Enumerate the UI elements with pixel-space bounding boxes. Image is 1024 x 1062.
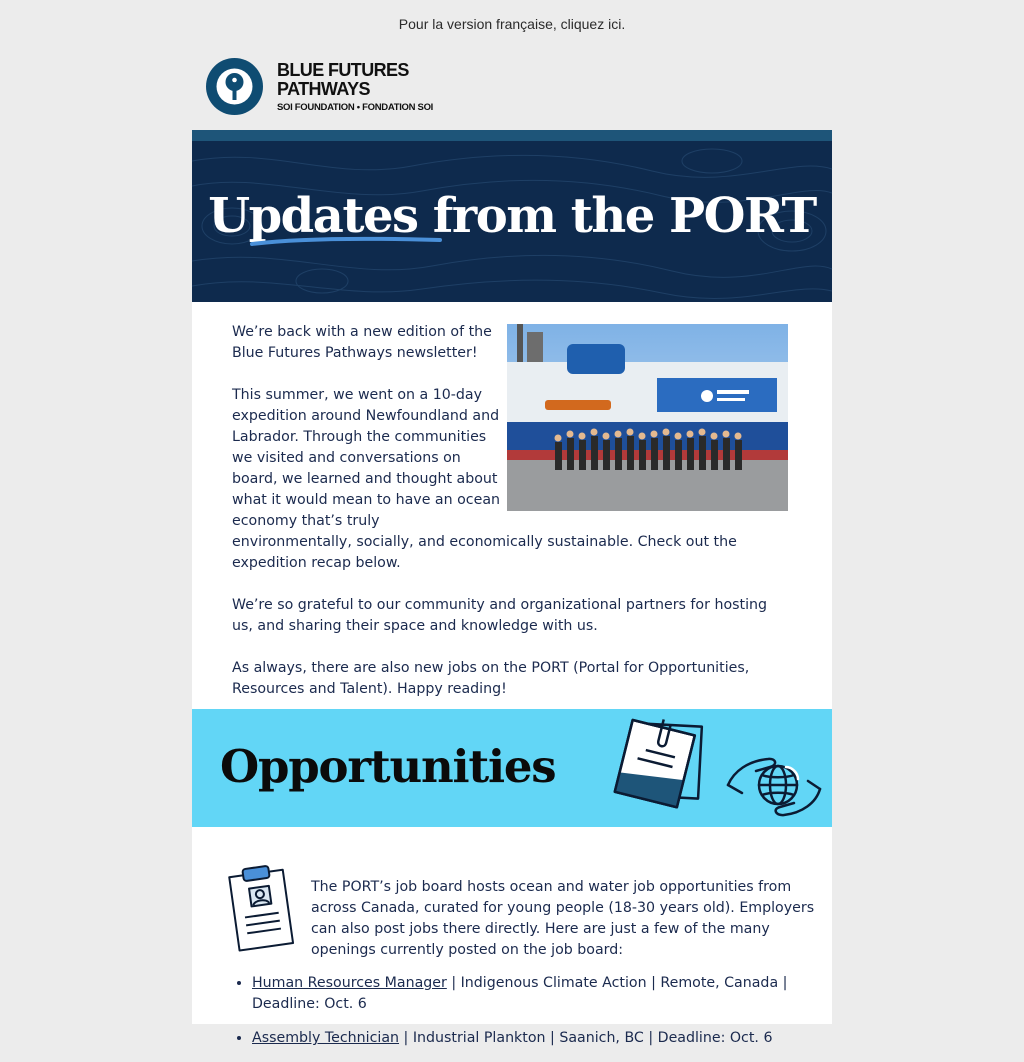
job-list xyxy=(232,973,822,1062)
expedition-group-photo xyxy=(507,324,788,511)
intro-paragraph-2: This summer, we went on a 10-day expedition around Newfoundland and Labrador. Through the communities we visited and conversations on board, we learned and thought about what it would mean to have an ocean economy that’s truly environmentally, socially, and economically sustainable. Check out the expedition recap below. xyxy=(232,387,737,571)
job-details: | Industrial Plankton | Saanich, BC | Deadline: Oct. 6 xyxy=(399,1030,773,1046)
french-version-link[interactable]: Pour la version française, cliquez ici. xyxy=(398,16,626,32)
list-item xyxy=(252,1028,822,1049)
opportunities-banner xyxy=(192,709,832,827)
job-board-clipboard-icon xyxy=(226,863,298,953)
intro-section xyxy=(232,322,792,721)
opportunities-title: Opportunities xyxy=(220,740,556,793)
intro-paragraph-4: As always, there are also new jobs on the PORT (Portal for Opportunities, Resources and Talent). Happy reading! xyxy=(232,660,750,697)
intro-paragraph-1: We’re back with a new edition of the Blue Futures Pathways newsletter! xyxy=(232,324,492,361)
newsletter-container xyxy=(192,130,832,1046)
list-item xyxy=(252,973,822,1015)
logo-wordmark xyxy=(277,61,433,113)
hero-title: Updates from the PORT xyxy=(208,188,816,244)
intro-paragraph-3: We’re so grateful to our community and organizational partners for hosting us, and sharing their space and knowledge with us. xyxy=(232,597,768,634)
job-details: | Indigenous Climate Action | Remote, Canada | Deadline: Oct. 6 xyxy=(252,975,788,1012)
logo-line-3: SOI FOUNDATION • FONDATION SOI xyxy=(277,101,433,113)
logo[interactable] xyxy=(206,58,433,115)
job-link-assembly-technician[interactable]: Assembly Technician xyxy=(252,1030,400,1046)
hero-banner xyxy=(192,130,832,302)
logo-line-1: BLUE FUTURES xyxy=(277,59,409,80)
hands-globe-icon xyxy=(726,749,822,819)
logo-line-2: PATHWAYS xyxy=(277,78,370,99)
hero-top-bar xyxy=(192,130,832,141)
logo-mark-icon xyxy=(206,58,263,115)
job-board-description: The PORT’s job board hosts ocean and water job opportunities from across Canada, curated for young people (18-30 years old). Employers can also post jobs there directly. Here are just a few of the many openings currently posted on the job board: xyxy=(311,879,815,958)
job-link-hr-manager[interactable]: Human Resources Manager xyxy=(252,975,447,991)
title-underline-stroke xyxy=(250,232,442,248)
clipboard-document-icon xyxy=(608,715,708,809)
